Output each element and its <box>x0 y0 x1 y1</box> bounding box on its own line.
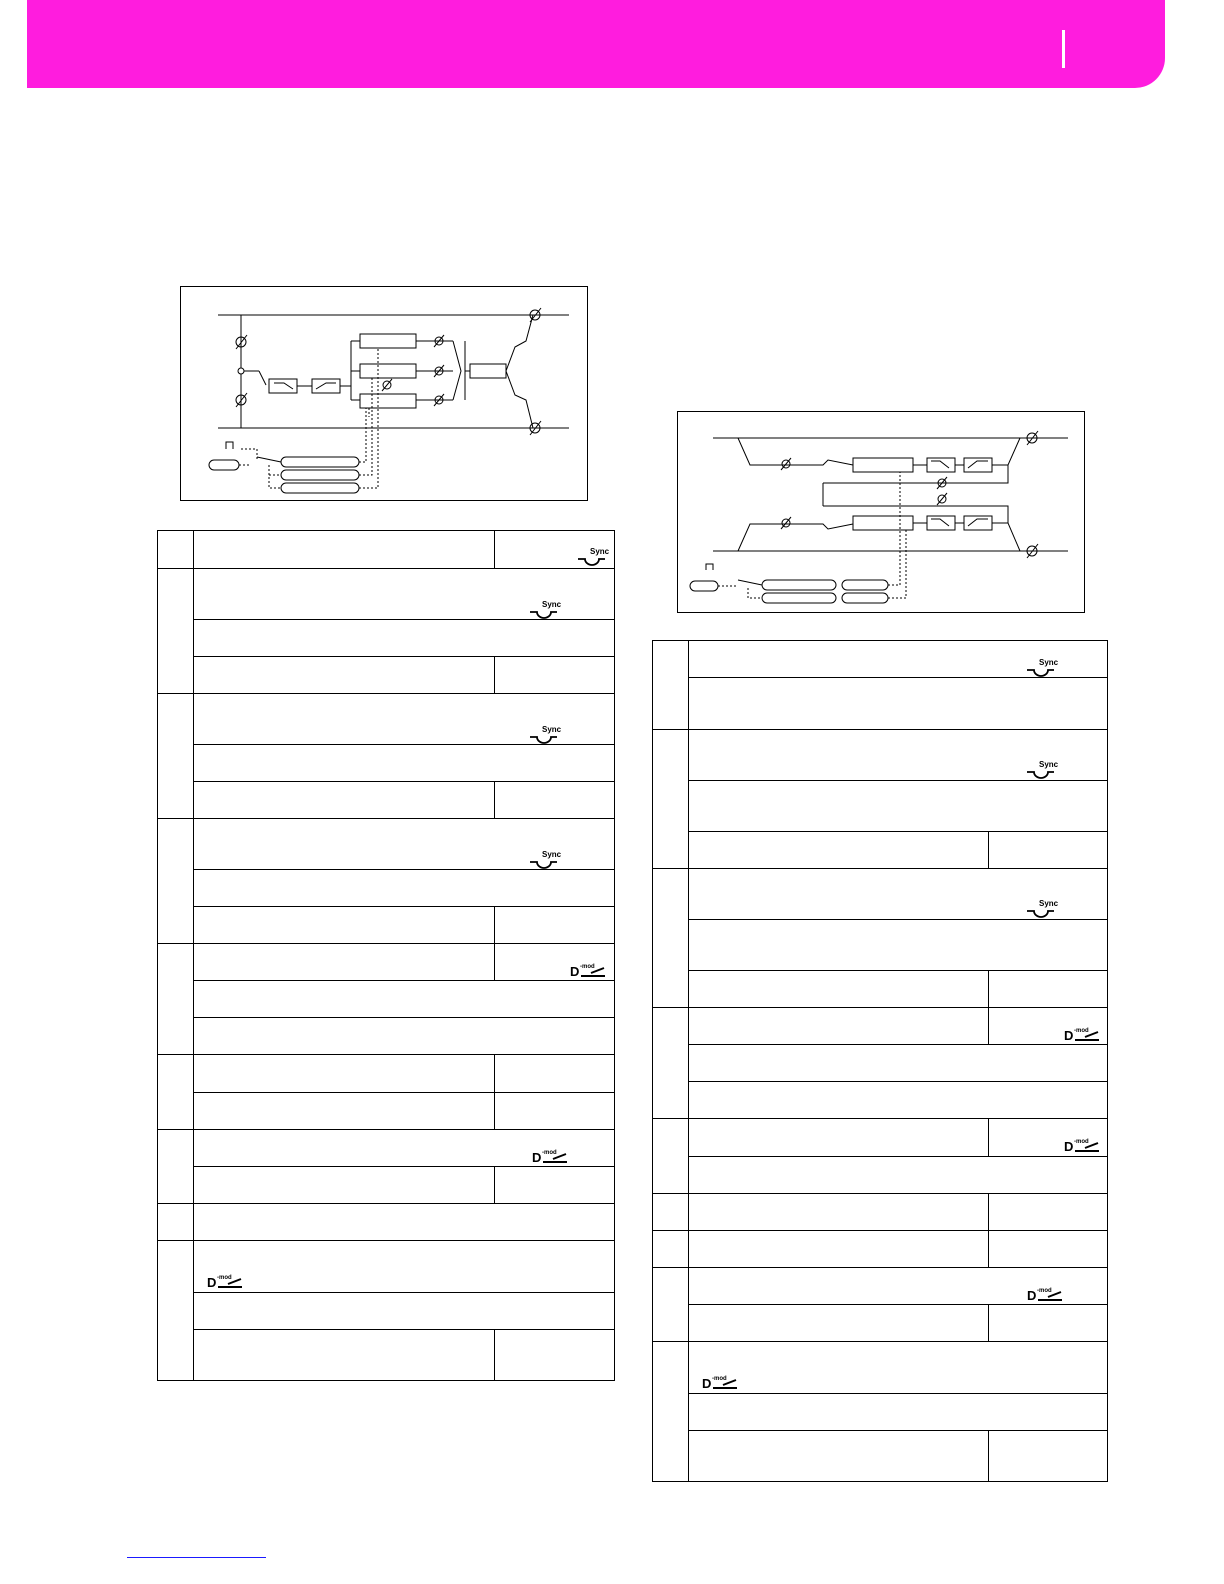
param-name-cell <box>194 907 495 944</box>
param-value-cell <box>495 531 615 569</box>
table-row <box>158 870 615 907</box>
param-value-cell <box>495 944 615 981</box>
table-row <box>158 1330 615 1381</box>
table-row <box>158 1293 615 1330</box>
table-row <box>158 657 615 694</box>
svg-text:D: D <box>1027 1288 1037 1302</box>
sync-icon <box>1024 759 1062 779</box>
param-index-cell <box>158 694 194 819</box>
mod-block-2 <box>360 364 416 378</box>
svg-text:D: D <box>702 1376 712 1390</box>
svg-text:D: D <box>207 1275 217 1289</box>
param-index-cell <box>653 641 689 730</box>
svg-text:Sync: Sync <box>542 850 562 859</box>
param-index-cell <box>653 869 689 1008</box>
param-desc-cell <box>194 1018 615 1055</box>
param-name-cell <box>194 1093 495 1130</box>
param-name-cell <box>194 657 495 694</box>
table-row <box>158 1241 615 1293</box>
param-value-cell <box>495 782 615 819</box>
table-row <box>158 1055 615 1093</box>
svg-text:-mod: -mod <box>217 1275 232 1281</box>
hpf-box <box>269 379 297 393</box>
param-desc-cell <box>689 1045 1108 1082</box>
param-value-cell <box>989 832 1108 869</box>
param-desc-cell <box>194 870 615 907</box>
param-name-cell <box>689 1431 989 1482</box>
header-divider-mark <box>1062 30 1065 68</box>
dmod-icon <box>569 962 609 978</box>
table-row <box>158 694 615 745</box>
param-desc-cell <box>689 781 1108 832</box>
sync-icon <box>527 724 565 744</box>
table-row <box>653 781 1108 832</box>
delay-block-2 <box>853 516 913 530</box>
table-row <box>158 1018 615 1055</box>
delay-block-1 <box>853 458 913 472</box>
param-desc-cell <box>689 1394 1108 1431</box>
param-value-cell <box>989 1008 1108 1045</box>
table-row <box>158 569 615 620</box>
param-desc-cell <box>194 745 615 782</box>
param-name-cell <box>194 1130 615 1167</box>
param-desc-cell <box>689 1082 1108 1119</box>
table-row <box>653 1231 1108 1268</box>
param-index-cell <box>158 1204 194 1241</box>
param-name-cell <box>689 1342 1108 1394</box>
param-value-cell <box>495 1330 615 1381</box>
table-row <box>653 920 1108 971</box>
param-name-cell <box>689 1231 989 1268</box>
lpf-box <box>312 379 340 393</box>
lfo-bar-4 <box>842 593 888 603</box>
table-row <box>158 1130 615 1167</box>
table-row <box>158 1093 615 1130</box>
param-name-cell <box>194 1204 615 1241</box>
dmod-icon <box>206 1273 246 1289</box>
param-name-cell <box>689 1268 1108 1305</box>
svg-text:D: D <box>1064 1028 1074 1042</box>
param-value-cell <box>989 1119 1108 1157</box>
param-name-cell <box>194 782 495 819</box>
svg-text:-mod: -mod <box>1037 1288 1052 1294</box>
param-value-cell <box>495 907 615 944</box>
right-parameter-table <box>652 640 1108 1482</box>
param-name-cell <box>194 819 615 870</box>
table-row <box>158 819 615 870</box>
dmod-icon <box>701 1374 741 1390</box>
param-index-cell <box>653 1008 689 1119</box>
table-row <box>653 1342 1108 1394</box>
svg-text:Sync: Sync <box>542 725 562 734</box>
dmod-icon <box>1063 1026 1103 1042</box>
param-name-cell <box>689 1008 989 1045</box>
table-row <box>158 782 615 819</box>
table-row <box>653 730 1108 781</box>
param-index-cell <box>158 569 194 694</box>
dmod-icon <box>1063 1137 1103 1153</box>
table-row <box>158 981 615 1018</box>
table-row <box>158 907 615 944</box>
svg-text:Sync: Sync <box>1039 760 1059 769</box>
sync-icon <box>527 599 565 619</box>
param-name-cell <box>194 1330 495 1381</box>
lfo-bar-2 <box>762 593 836 603</box>
param-name-cell <box>689 1305 989 1342</box>
param-index-cell <box>158 1130 194 1204</box>
param-index-cell <box>653 1194 689 1231</box>
svg-text:D: D <box>532 1150 542 1164</box>
param-name-cell <box>689 971 989 1008</box>
svg-text:-mod: -mod <box>542 1150 557 1156</box>
param-name-cell <box>689 1119 989 1157</box>
table-row <box>653 1119 1108 1157</box>
svg-text:Sync: Sync <box>1039 899 1059 908</box>
table-row <box>653 1394 1108 1431</box>
svg-text:Sync: Sync <box>1039 658 1059 667</box>
param-name-cell <box>194 1167 495 1204</box>
dmod-icon <box>531 1148 571 1164</box>
lfo-bar-2 <box>281 470 359 480</box>
param-name-cell <box>689 730 1108 781</box>
param-name-cell <box>689 641 1108 678</box>
lpf-box-2 <box>964 516 992 530</box>
param-index-cell <box>158 944 194 1055</box>
table-row <box>653 1045 1108 1082</box>
param-index-cell <box>158 819 194 944</box>
table-row <box>158 531 615 569</box>
table-row <box>653 1157 1108 1194</box>
hpf-box-2 <box>927 516 955 530</box>
table-row <box>653 971 1108 1008</box>
param-name-cell <box>689 869 1108 920</box>
table-row <box>653 1431 1108 1482</box>
param-name-cell <box>194 569 615 620</box>
param-desc-cell <box>194 620 615 657</box>
param-index-cell <box>653 1119 689 1194</box>
param-value-cell <box>495 1167 615 1204</box>
param-desc-cell <box>194 1293 615 1330</box>
param-index-cell <box>653 1268 689 1342</box>
dmod-icon <box>1026 1286 1066 1302</box>
lfo-source-box <box>209 460 239 470</box>
table-row <box>653 1082 1108 1119</box>
param-value-cell <box>989 1231 1108 1268</box>
right-block-diagram <box>677 411 1085 613</box>
table-row <box>653 678 1108 730</box>
param-value-cell <box>495 1093 615 1130</box>
svg-text:-mod: -mod <box>1074 1028 1089 1034</box>
param-index-cell <box>653 1342 689 1482</box>
svg-text:D: D <box>1064 1139 1074 1153</box>
table-row <box>158 944 615 981</box>
param-index-cell <box>653 1231 689 1268</box>
mod-block-1 <box>360 334 416 348</box>
param-desc-cell <box>689 1157 1108 1194</box>
param-name-cell <box>194 1241 615 1293</box>
svg-text:D: D <box>570 964 580 978</box>
page-header-bar <box>27 0 1165 88</box>
svg-text:-mod: -mod <box>712 1376 727 1382</box>
param-value-cell <box>989 1194 1108 1231</box>
sync-icon <box>1024 898 1062 918</box>
left-parameter-table <box>157 530 615 1381</box>
param-value-cell <box>495 657 615 694</box>
param-index-cell <box>158 1055 194 1130</box>
table-row <box>158 1167 615 1204</box>
table-row <box>653 869 1108 920</box>
right-diagram-svg <box>678 412 1084 612</box>
param-desc-cell <box>194 981 615 1018</box>
lpf-box-1 <box>964 458 992 472</box>
svg-text:-mod: -mod <box>580 964 595 970</box>
table-row <box>653 1305 1108 1342</box>
param-name-cell <box>194 944 495 981</box>
param-name-cell <box>194 694 615 745</box>
param-index-cell <box>158 1241 194 1381</box>
lfo-bar-3 <box>281 483 359 493</box>
param-index-cell <box>653 730 689 869</box>
sync-icon <box>575 546 613 566</box>
hpf-box-1 <box>927 458 955 472</box>
table-row <box>653 832 1108 869</box>
mixer-block <box>470 364 506 378</box>
param-index-cell <box>158 531 194 569</box>
param-desc-cell <box>689 678 1108 730</box>
lfo-bar-1 <box>281 457 359 467</box>
lfo-source-box <box>690 581 718 591</box>
lfo-bar-3 <box>842 580 888 590</box>
svg-text:Sync: Sync <box>542 600 562 609</box>
mod-block-3 <box>360 394 416 408</box>
param-value-cell <box>989 1305 1108 1342</box>
param-value-cell <box>989 1431 1108 1482</box>
param-name-cell <box>689 832 989 869</box>
table-row <box>653 1008 1108 1045</box>
svg-text:Sync: Sync <box>590 547 610 556</box>
table-row <box>158 1204 615 1241</box>
param-desc-cell <box>689 920 1108 971</box>
param-value-cell <box>495 1055 615 1093</box>
table-row <box>158 620 615 657</box>
param-value-cell <box>989 971 1108 1008</box>
table-row <box>653 1194 1108 1231</box>
svg-text:-mod: -mod <box>1074 1139 1089 1145</box>
footer-link-underline[interactable] <box>127 1557 266 1558</box>
left-block-diagram <box>180 286 588 501</box>
left-diagram-svg <box>181 287 587 500</box>
sync-icon <box>1024 657 1062 677</box>
lfo-bar-1 <box>762 580 836 590</box>
table-row <box>653 641 1108 678</box>
param-name-cell <box>194 1055 495 1093</box>
param-name-cell <box>689 1194 989 1231</box>
sync-icon <box>527 849 565 869</box>
table-row <box>158 745 615 782</box>
table-row <box>653 1268 1108 1305</box>
param-name-cell <box>194 531 495 569</box>
